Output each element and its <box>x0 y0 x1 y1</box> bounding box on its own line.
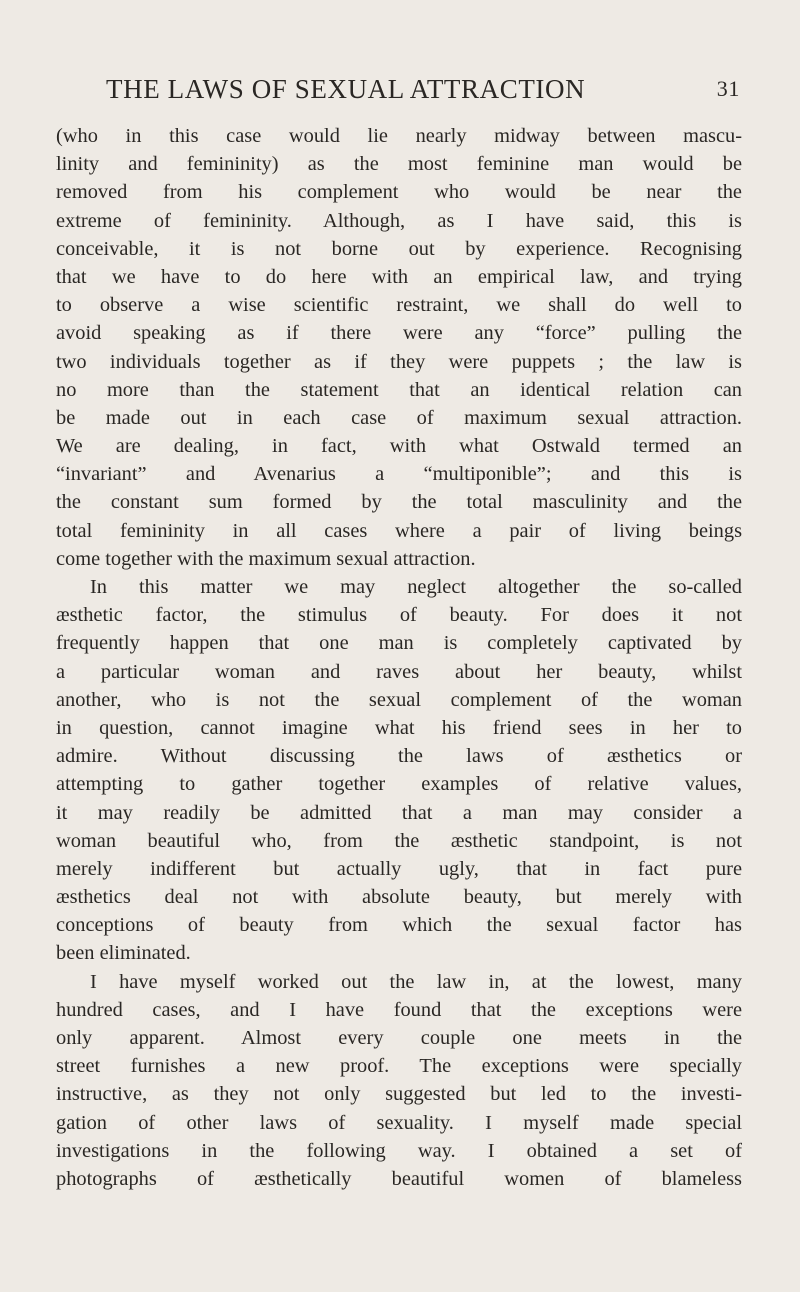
text-line: merely indifferent but actually ugly, that in fact pure <box>56 857 742 880</box>
text-line: “invariant” and Avenarius a “multiponible”; and this is <box>56 463 742 486</box>
text-line: another, who is not the sexual complement of the woman <box>56 688 742 711</box>
running-header <box>56 74 742 114</box>
text-line: (who in this case would lie nearly midway between mascu- <box>56 125 742 147</box>
text-line: I have myself worked out the law in, at the lowest, many <box>90 970 742 993</box>
text-line: only apparent. Almost every couple one meets in the <box>56 1027 742 1049</box>
text-line: frequently happen that one man is completely captivated by <box>56 632 742 655</box>
text-line: been eliminated. <box>56 942 191 965</box>
text-line: æsthetics deal not with absolute beauty, but merely with <box>56 886 742 909</box>
text-line: be made out in each case of maximum sexual attraction. <box>56 406 742 429</box>
running-title: THE LAWS OF SEXUAL ATTRACTION <box>106 74 586 104</box>
text-line: it may readily be admitted that a man may consider a <box>56 801 742 824</box>
body-text <box>56 122 742 1193</box>
page-number: 31 <box>716 76 740 101</box>
text-line: conceptions of beauty from which the sexual factor has <box>56 914 742 937</box>
text-line: linity and femininity) as the most feminine man would be <box>56 153 742 176</box>
text-line: come together with the maximum sexual attraction. <box>56 547 476 570</box>
text-line: to observe a wise scientific restraint, we shall do well to <box>56 294 742 317</box>
text-line: that we have to do here with an empirical law, and trying <box>56 265 742 288</box>
text-line: extreme of femininity. Although, as I have said, this is <box>56 209 742 232</box>
text-line: photographs of æsthetically beautiful women of blameless <box>56 1167 742 1190</box>
text-line: æsthetic factor, the stimulus of beauty. For does it not <box>56 604 742 627</box>
text-line: in question, cannot imagine what his friend sees in her to <box>56 716 742 739</box>
text-line: street furnishes a new proof. The exceptions were specially <box>56 1055 742 1078</box>
text-line: a particular woman and raves about her beauty, whilst <box>56 660 742 683</box>
text-line: admire. Without discussing the laws of æsthetics or <box>56 745 742 768</box>
text-line: conceivable, it is not borne out by experience. Recognising <box>56 237 742 260</box>
text-line: We are dealing, in fact, with what Ostwald termed an <box>56 435 742 458</box>
text-line: investigations in the following way. I obtained a set of <box>56 1139 742 1162</box>
text-line: removed from his complement who would be near the <box>56 181 742 204</box>
book-page <box>56 74 742 1193</box>
text-line: no more than the statement that an identical relation can <box>56 378 742 401</box>
text-line: gation of other laws of sexuality. I myself made special <box>56 1111 742 1134</box>
text-line: two individuals together as if they were puppets ; the law is <box>56 350 742 373</box>
text-line: the constant sum formed by the total masculinity and the <box>56 491 742 514</box>
text-line: woman beautiful who, from the æsthetic standpoint, is not <box>56 829 742 852</box>
text-line: total femininity in all cases where a pair of living beings <box>56 519 742 542</box>
text-line: hundred cases, and I have found that the exceptions were <box>56 998 742 1021</box>
text-line: attempting to gather together examples of relative values, <box>56 773 742 796</box>
text-line: In this matter we may neglect altogether the so-called <box>90 576 742 598</box>
text-line: avoid speaking as if there were any “force” pulling the <box>56 322 742 345</box>
text-line: instructive, as they not only suggested but led to the investi- <box>56 1083 742 1106</box>
